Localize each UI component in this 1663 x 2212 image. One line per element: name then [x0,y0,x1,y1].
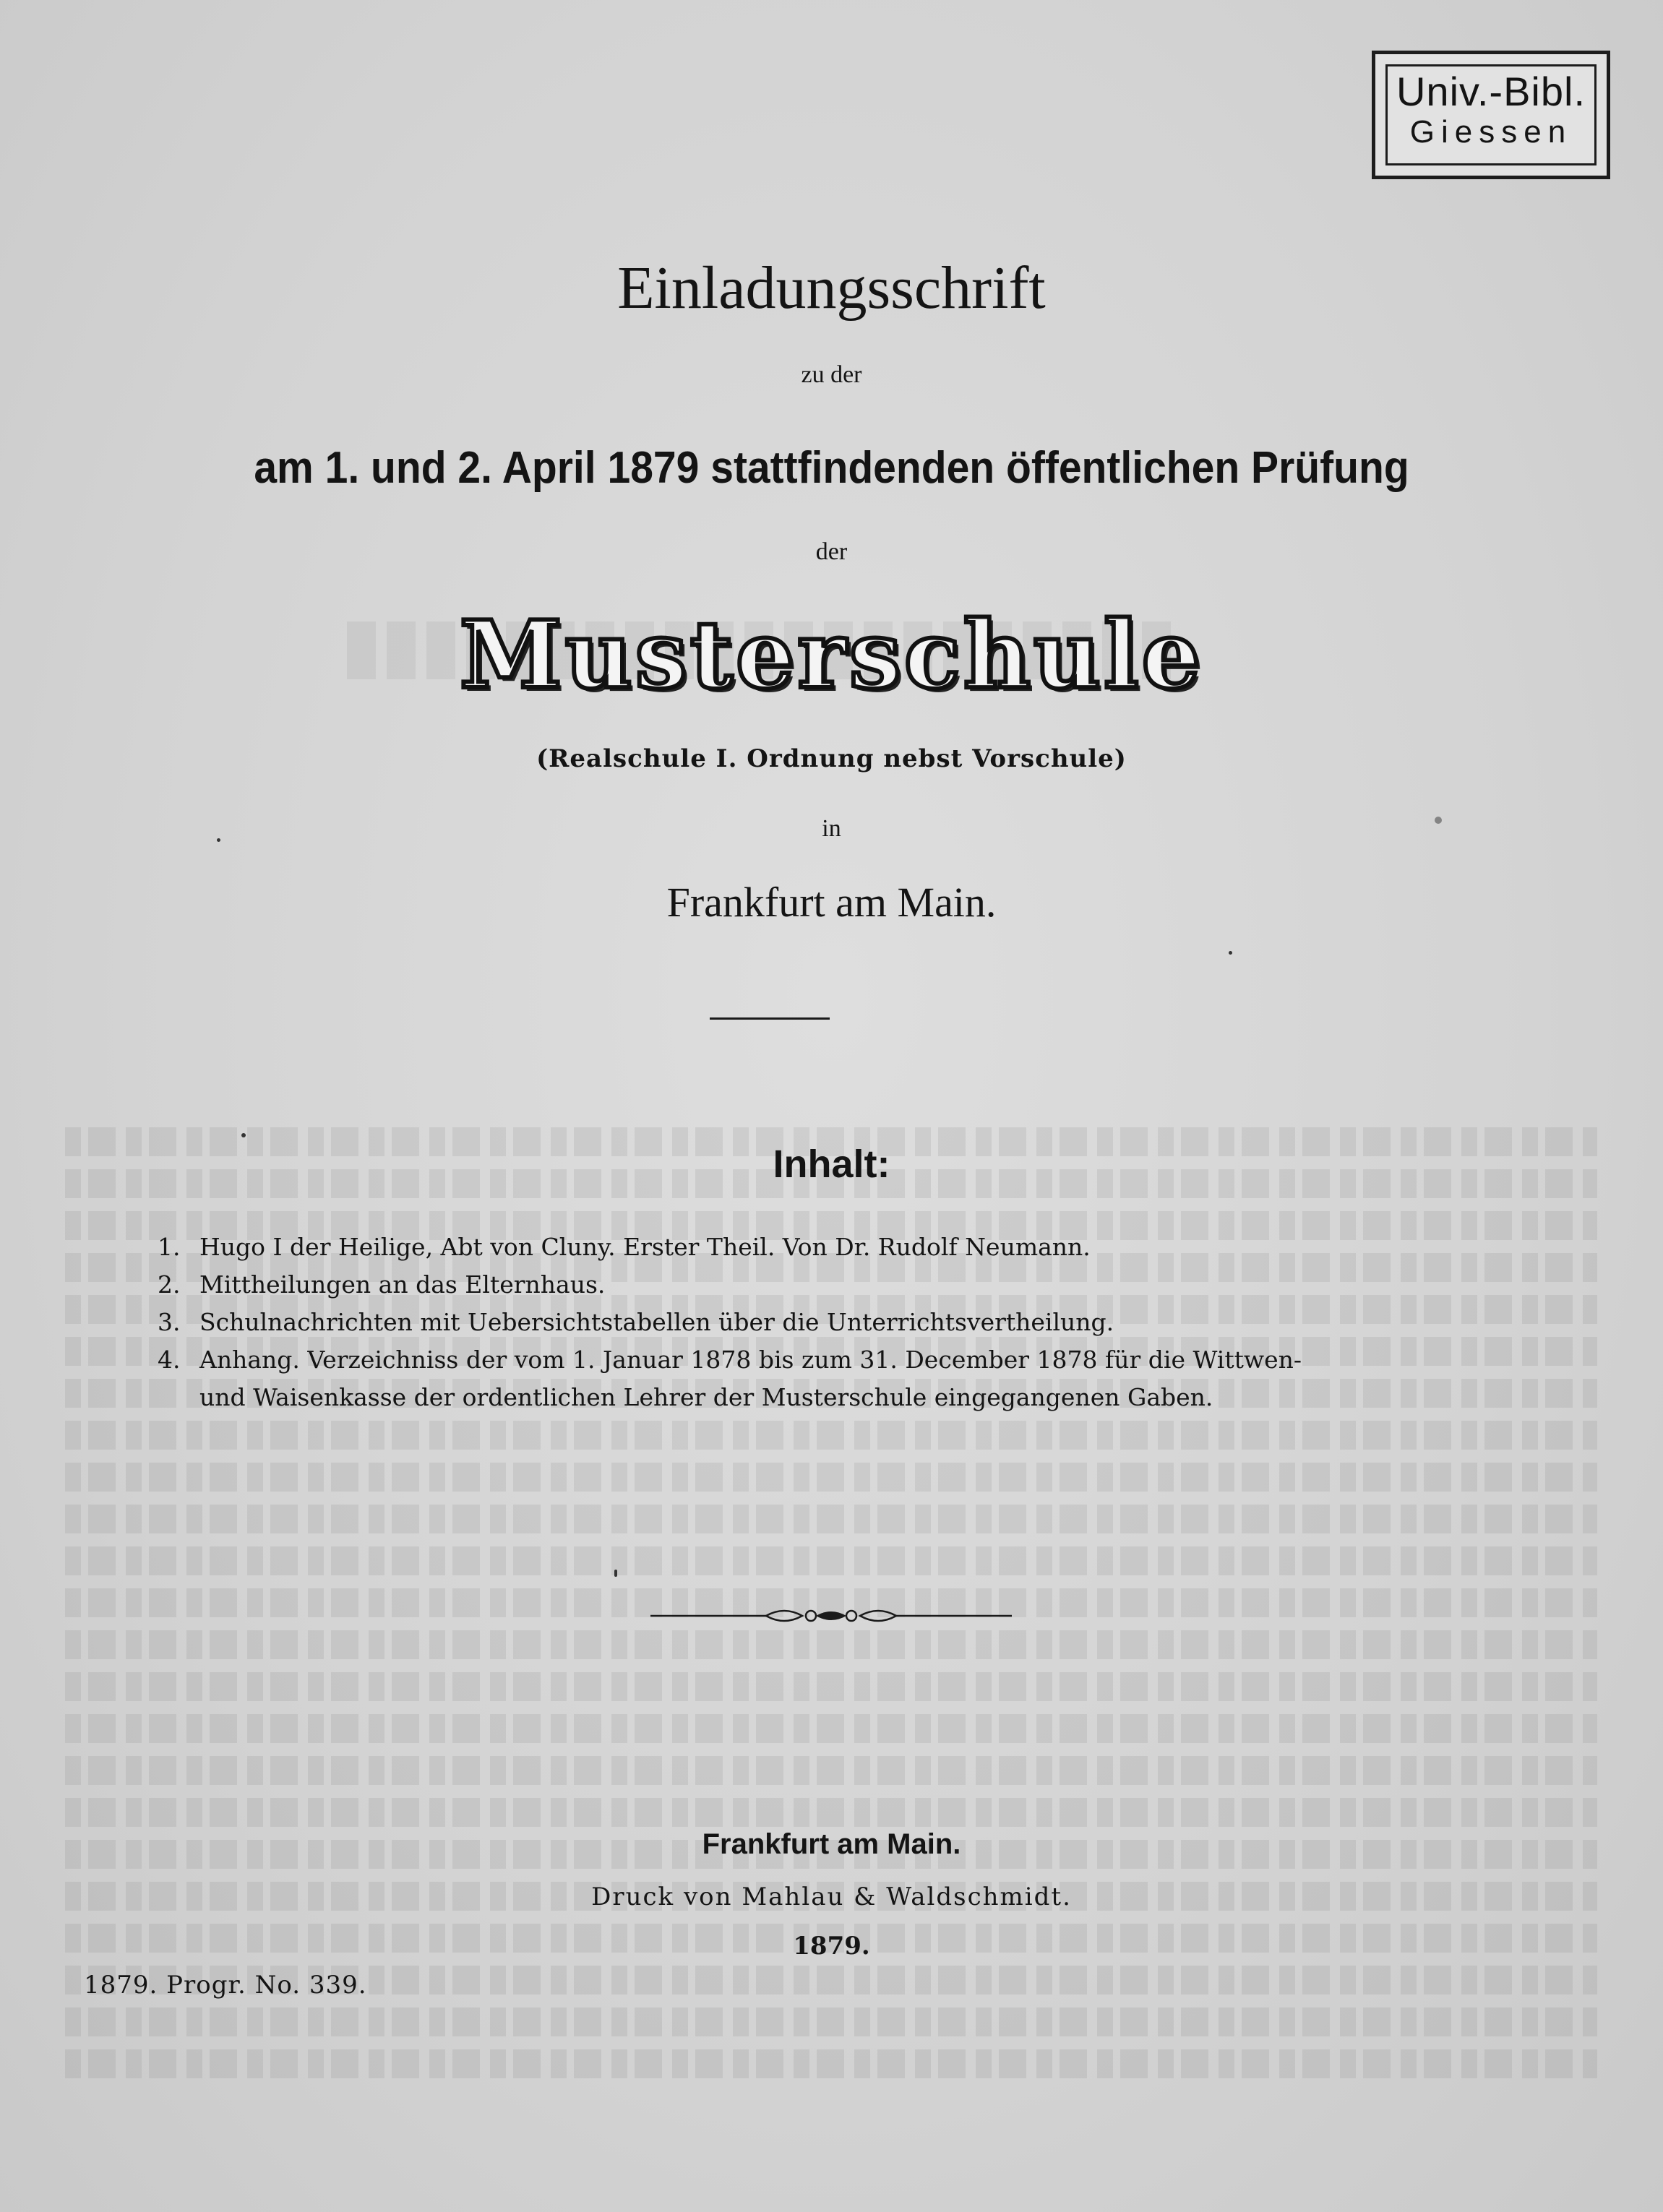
contents-item-number: 1. [158,1233,181,1261]
contents-item-text: Mittheilungen an das Elternhaus. [199,1270,606,1299]
paper-speck [614,1570,617,1577]
ornament-divider-icon [650,1603,1012,1629]
imprint-city: Frankfurt am Main. [702,1828,961,1860]
paper-speck [241,1133,246,1137]
paper-speck [1435,817,1442,824]
document-title: Einladungsschrift [617,254,1046,322]
stamp-line-2: Giessen [1409,114,1573,150]
contents-heading: Inhalt: [773,1142,890,1186]
contents-item-4-continuation: und Waisenkasse der ordentlichen Lehrer der Musterschule eingegangenen Gaben. [199,1383,1213,1411]
paper-speck [1229,951,1232,955]
contents-item-number: 2. [158,1270,181,1299]
contents-item-number: 3. [158,1308,181,1336]
contents-item-2 [158,1266,1458,1304]
contents-item-4 [158,1341,1458,1379]
exam-subtitle: am 1. und 2. April 1879 stattfindenden öffentlichen Prüfung [254,443,1409,493]
contents-list [158,1228,1458,1416]
contents-item-text: Schulnachrichten mit Uebersichtstabellen über die Unterrichtsvertheilung. [199,1308,1114,1336]
library-stamp [1372,51,1610,179]
contents-item-number: 4. [158,1346,181,1374]
zu-der-text: zu der [801,361,862,388]
der-text: der [815,538,848,565]
school-name: Musterschule [460,601,1203,710]
contents-item-text: Anhang. Verzeichniss der vom 1. Januar 1878 bis zum 31. December 1878 für die Wittwen- [199,1346,1302,1374]
imprint-printer: Druck von Mahlau & Waldschmidt. [591,1882,1072,1911]
contents-item-text: Hugo I der Heilige, Abt von Cluny. Erster Theil. Von Dr. Rudolf Neumann. [199,1233,1091,1261]
contents-item-1 [158,1228,1458,1266]
imprint-year: 1879. [793,1932,870,1961]
paper-speck [217,838,220,842]
stamp-line-1: Univ.-Bibl. [1396,69,1586,114]
divider-rule [710,1017,830,1020]
school-type: (Realschule I. Ordnung nebst Vorschule) [536,744,1127,773]
contents-item-3 [158,1304,1458,1341]
city-name: Frankfurt am Main. [666,879,997,926]
program-number: 1879. Progr. No. 339. [84,1971,367,2000]
in-text: in [822,815,841,842]
library-stamp-frame [1385,64,1597,165]
